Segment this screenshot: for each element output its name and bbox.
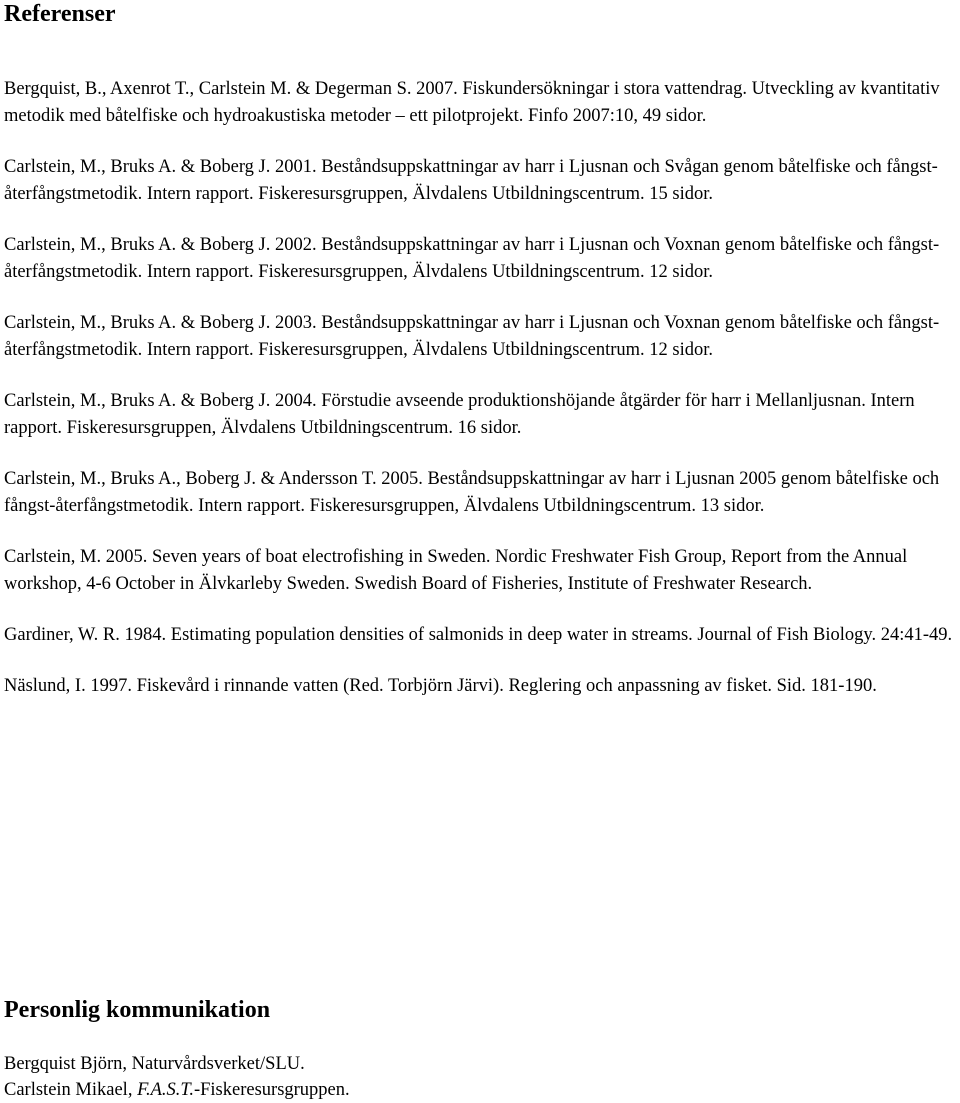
communication-organization-rest: -Fiskeresursgruppen.: [193, 1080, 350, 1100]
communication-name: Carlstein Mikael,: [4, 1080, 138, 1100]
reference-item: Gardiner, W. R. 1984. Estimating population densities of salmonids in deep water in streams. Journal of Fish Biology. 24:41-49.: [4, 625, 953, 645]
reference-item: Carlstein, M., Bruks A., Boberg J. & Andersson T. 2005. Beståndsuppskattningar av harr i Ljusnan 2005 genom båtelfiske och fångst-återfångstmetodik. Intern rapport. Fiskeresursgruppen, Älvdalens Utbildningscentrum. 13 sidor.: [4, 469, 940, 516]
reference-item: Näslund, I. 1997. Fiskevård i rinnande vatten (Red. Torbjörn Järvi). Reglering och anpassning av fisket. Sid. 181-190.: [4, 676, 877, 696]
reference-item: Carlstein, M., Bruks A. & Boberg J. 2001. Beståndsuppskattningar av harr i Ljusnan och Svågan genom båtelfiske och fångst-återfångstmetodik. Intern rapport. Fiskeresursgruppen, Älvdalens Utbildningscentrum. 15 sidor.: [4, 157, 938, 204]
references-heading: Referenser: [4, 1, 116, 27]
reference-list: [4, 76, 956, 724]
communication-item: [4, 1077, 956, 1103]
personal-communication-list: [4, 1051, 956, 1103]
reference-item: Carlstein, M. 2005. Seven years of boat electrofishing in Sweden. Nordic Freshwater Fish Group, Report from the Annual workshop, 4-6 October in Älvkarleby Sweden. Swedish Board of Fisheries, Institute of Freshwater Research.: [4, 547, 908, 594]
personal-communication-heading: Personlig kommunikation: [4, 997, 271, 1023]
communication-item: Bergquist Björn, Naturvårdsverket/SLU.: [4, 1054, 305, 1074]
reference-item: Carlstein, M., Bruks A. & Boberg J. 2002. Beståndsuppskattningar av harr i Ljusnan och Voxnan genom båtelfiske och fångst-återfångstmetodik. Intern rapport. Fiskeresursgruppen, Älvdalens Utbildningscentrum. 12 sidor.: [4, 235, 940, 282]
communication-organization-abbrev: F.A.S.T.: [137, 1080, 194, 1100]
reference-item: Carlstein, M., Bruks A. & Boberg J. 2003. Beståndsuppskattningar av harr i Ljusnan och Voxnan genom båtelfiske och fångst-återfångstmetodik. Intern rapport. Fiskeresursgruppen, Älvdalens Utbildningscentrum. 12 sidor.: [4, 313, 940, 360]
reference-item: Bergquist, B., Axenrot T., Carlstein M. & Degerman S. 2007. Fiskundersökningar i stora vattendrag. Utveckling av kvantitativ metodik med båtelfiske och hydroakustiska metoder – ett pilotprojekt. Finfo 2007:10, 49 sidor.: [4, 79, 940, 126]
reference-item: Carlstein, M., Bruks A. & Boberg J. 2004. Förstudie avseende produktionshöjande åtgärder för harr i Mellanljusnan. Intern rapport. Fiskeresursgruppen, Älvdalens Utbildningscentrum. 16 sidor.: [4, 391, 915, 438]
